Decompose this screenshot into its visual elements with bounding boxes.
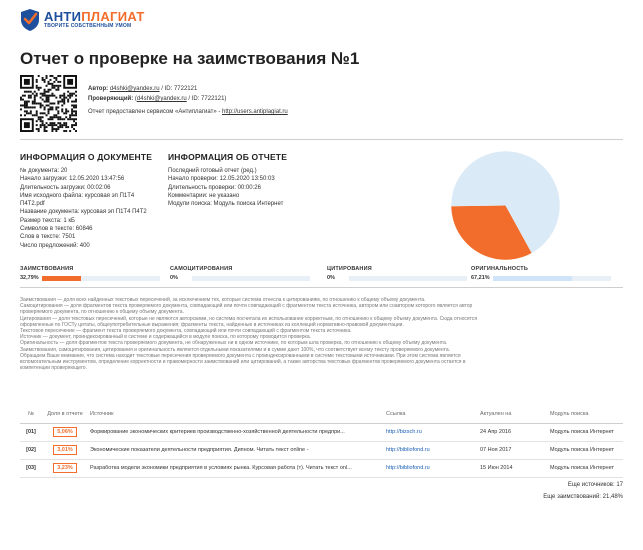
table-row[interactable] bbox=[20, 423, 623, 441]
definition-line: проверяемого документа, по отношению к общему объему документа. bbox=[20, 309, 184, 316]
shield-logo-icon bbox=[20, 8, 40, 32]
stat-label: ЗАИМСТВОВАНИЯ bbox=[20, 266, 74, 272]
col-num-header: № bbox=[20, 405, 42, 423]
provided-by-line: Отчет предоставлен сервисом «Антиплагиат» - http://users.antiplagiat.ru bbox=[88, 109, 288, 115]
definition-line: Цитирования — доля текстовых пересечений, которые не являются авторскими, но система посчитала их использование корректным, по отношению к общему объему документа. Сюда относятся bbox=[20, 315, 478, 322]
share-badge: 3,23% bbox=[53, 463, 77, 473]
definition-line: Заимствования — доля всех найденных текстовых пересечений, за исключением тех, которые система отнесла к цитированиям, по отношению к общему объему документа. bbox=[20, 297, 426, 303]
share-badge: 3,01% bbox=[53, 445, 77, 455]
definition-line: вспомогательным инструментом, определение корректности и правомерности заимствований или цитирований, а также авторства текстовых фрагментов проверяемого документа остается в bbox=[20, 359, 466, 366]
report-info-line: Последний готовый отчет (ред.) bbox=[168, 168, 257, 174]
stat-bar-fill bbox=[493, 276, 572, 281]
author-email-link[interactable]: d4shki@yandex.ru bbox=[109, 86, 160, 92]
row-id: [02] bbox=[20, 441, 42, 459]
qr-code-icon bbox=[20, 75, 77, 132]
originality-pie-chart bbox=[449, 149, 562, 262]
definition-line: Обращаем Ваше внимание, что система находит текстовые пересечения проверяемого документа с проиндексированными в системе текстовыми источниками. При этом система является bbox=[20, 352, 461, 359]
source-date: 24 Апр 2016 bbox=[478, 423, 548, 441]
doc-info-line: П4Т2.pdf bbox=[20, 201, 45, 208]
logo-tagline: ТВОРИТЕ СОБСТВЕННЫМ УМОМ bbox=[44, 23, 132, 29]
definition-line: оформленные по ГОСТу цитаты, общеупотребительные выражения; фрагменты текста, найденные в источниках из коллекций нормативно-правовой документации. bbox=[20, 321, 404, 328]
col-source-header: Источник bbox=[88, 405, 384, 423]
stat-borrowings bbox=[20, 266, 160, 283]
source-module: Модуль поиска Интернет bbox=[548, 459, 623, 477]
definition-line: Текстовое пересечение — фрагмент текста проверяемого документа, совпадающий или почти совпадающий с фрагментом текста источника. bbox=[20, 328, 352, 335]
col-actual-header: Актуален на bbox=[478, 405, 548, 423]
table-row[interactable] bbox=[20, 459, 623, 477]
stat-self-citations bbox=[170, 266, 310, 283]
source-date: 15 Июн 2014 bbox=[478, 459, 548, 477]
stat-originality bbox=[471, 266, 611, 283]
doc-info-line: Длительность загрузки: 00:02:06 bbox=[20, 184, 111, 191]
report-info-line: Начало проверки: 12.05.2020 13:50:03 bbox=[168, 176, 275, 183]
definition-line: Самоцитирования — доля фрагментов текста проверяемого документа, совпадающий или почти совпадающий с фрагментом текста источника, автором или соавтором которого является автор bbox=[20, 303, 473, 310]
source-title: Формирование экономических критериев производственно-хозяйственной деятельности предпри... bbox=[90, 429, 345, 435]
definition-line: Оригинальность — доля фрагментов текста проверяемого документа, не обнаруженных ни в одном источнике, по которым шла проверка, по отношению к общему объему документа. bbox=[20, 340, 448, 347]
author-line: Автор: d4shki@yandex.ru / ID: 7722121 bbox=[88, 86, 198, 92]
stat-value: 32,79% bbox=[20, 275, 39, 281]
source-title: Разработка модели экономики предприятия в условиях рынка. Курсовая работа (т). Читать текст onl... bbox=[90, 465, 352, 471]
stat-bar-track bbox=[192, 276, 310, 281]
doc-info-line: Слов в тексте: 7501 bbox=[20, 234, 76, 241]
sources-table bbox=[20, 405, 623, 478]
doc-info-line: Начало загрузки: 12.05.2020 13:47:56 bbox=[20, 176, 125, 183]
report-info-line: Длительность проверки: 00:00:26 bbox=[168, 184, 261, 191]
stat-label: САМОЦИТИРОВАНИЯ bbox=[170, 266, 233, 272]
report-info-title: ИНФОРМАЦИЯ ОБ ОТЧЕТЕ bbox=[168, 152, 288, 162]
logo-name: АНТИПЛАГИАТ bbox=[44, 9, 145, 24]
stat-bar-fill bbox=[42, 276, 81, 281]
service-url-link[interactable]: http://users.antiplagiat.ru bbox=[222, 109, 288, 115]
checker-email-link[interactable]: d4shki@yandex.ru bbox=[136, 96, 187, 102]
divider bbox=[20, 139, 623, 140]
stat-bar-track bbox=[493, 276, 611, 281]
col-link-header: Ссылка bbox=[384, 405, 478, 423]
row-id: [01] bbox=[20, 423, 42, 441]
doc-info-line: Имя исходного файла: курсовая эп П1Т4 bbox=[20, 192, 135, 199]
divider bbox=[20, 287, 623, 288]
report-info-line: Модули поиска: Модуль поиска Интернет bbox=[168, 201, 284, 208]
stat-value: 0% bbox=[170, 275, 178, 281]
col-module-header: Модуль поиска bbox=[548, 405, 623, 423]
more-sources-count: Еще источников: 17 bbox=[567, 482, 623, 488]
stat-value: 67,21% bbox=[471, 275, 490, 281]
doc-info-line: Размер текста: 1 кБ bbox=[20, 217, 75, 224]
source-module: Модуль поиска Интернет bbox=[548, 423, 623, 441]
stat-label: ЦИТИРОВАНИЯ bbox=[327, 266, 372, 272]
doc-info-title: ИНФОРМАЦИЯ О ДОКУМЕНТЕ bbox=[20, 152, 153, 162]
report-info-line: Комментарии: не указано bbox=[168, 192, 240, 199]
stat-value: 0% bbox=[327, 275, 335, 281]
report-info-list bbox=[168, 167, 283, 208]
source-link[interactable]: http://bibliofond.ru bbox=[384, 459, 478, 477]
source-link[interactable]: http://bibliofond.ru bbox=[384, 441, 478, 459]
definition-line: Источник — документ, проиндексированный в системе и содержащийся в модуле поиска, по которому проводится проверка. bbox=[20, 334, 311, 341]
stat-bar-track bbox=[349, 276, 467, 281]
definition-line: Заимствования, самоцитирования, цитирования и оригинальность являются отдельными показателями и в сумме дают 100%, что соответствует всему тексту проверяемого документа. bbox=[20, 346, 451, 353]
stat-bar-track bbox=[42, 276, 160, 281]
doc-info-line: Число предложений: 400 bbox=[20, 242, 90, 249]
more-borrowings-share: Еще заимствований: 21,48% bbox=[543, 494, 623, 500]
definitions-text bbox=[20, 297, 623, 371]
row-id: [03] bbox=[20, 459, 42, 477]
definition-line: компетенции проверяющего. bbox=[20, 365, 87, 372]
doc-info-list bbox=[20, 167, 147, 250]
stat-label: ОРИГИНАЛЬНОСТЬ bbox=[471, 266, 528, 272]
source-date: 07 Ноя 2017 bbox=[478, 441, 548, 459]
source-module: Модуль поиска Интернет bbox=[548, 441, 623, 459]
source-title: Экономические показатели деятельности предприятия. Дипном. Читать текст online - bbox=[90, 447, 309, 453]
antiplagiat-logo bbox=[20, 8, 180, 32]
share-badge: 5,06% bbox=[53, 427, 77, 437]
source-link[interactable]: http://bizsch.ru bbox=[384, 423, 478, 441]
doc-info-line: № документа: 20 bbox=[20, 168, 68, 174]
table-header-row bbox=[20, 405, 623, 423]
checker-line: Проверяющий: (d4shki@yandex.ru / ID: 7722121) bbox=[88, 96, 227, 102]
doc-info-line: Символов в тексте: 60846 bbox=[20, 226, 93, 233]
col-share-header: Доля в отчете bbox=[42, 405, 88, 423]
page-title: Отчет о проверке на заимствования №1 bbox=[20, 49, 360, 68]
stat-citations bbox=[327, 266, 467, 283]
table-row[interactable] bbox=[20, 441, 623, 459]
doc-info-line: Название документа: курсовая эп П1Т4 П4Т2 bbox=[20, 209, 147, 216]
